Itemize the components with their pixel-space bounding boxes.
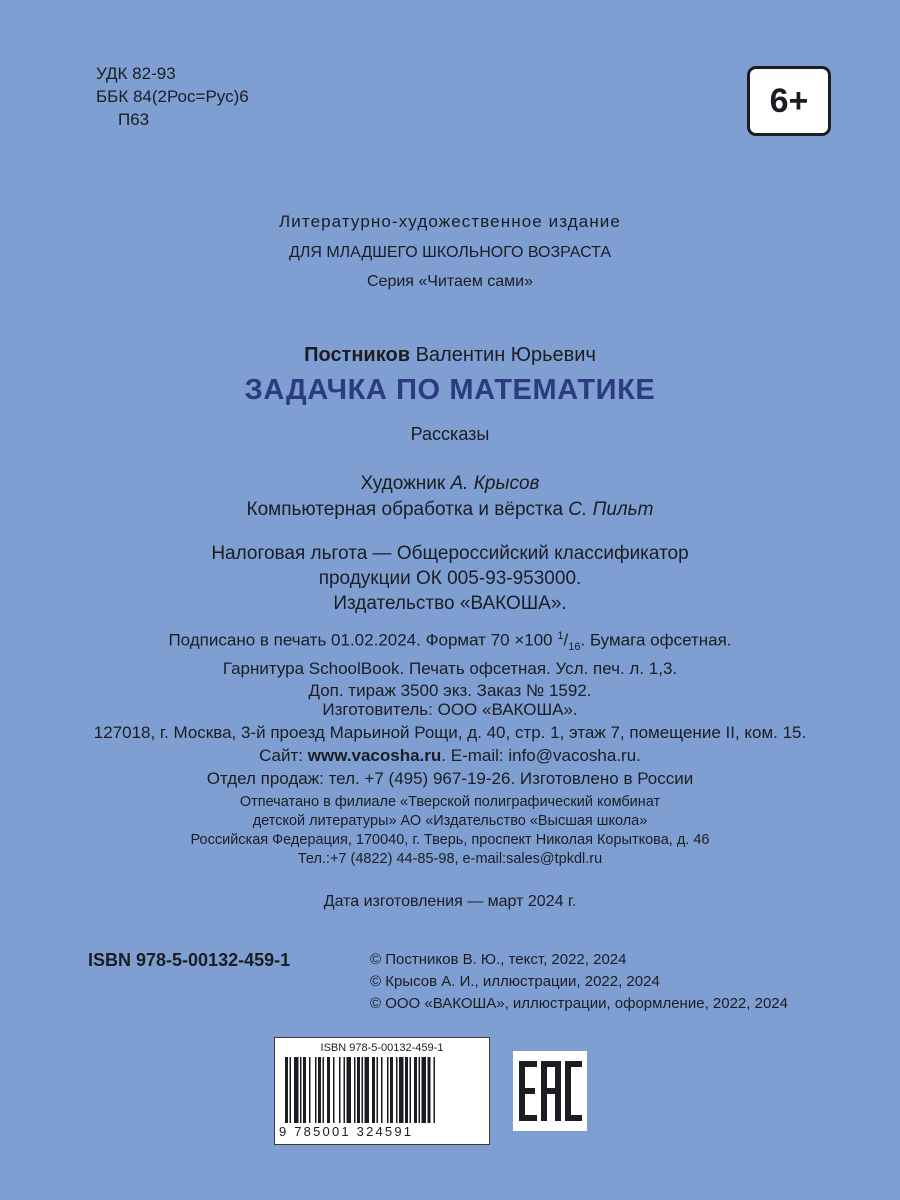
classification-codes — [96, 62, 249, 131]
printer-line-2: детской литературы» АО «Издательство «Высшая школа» — [252, 813, 648, 829]
udk-code: УДК 82-93 — [96, 64, 176, 83]
format-numerator: 1 — [557, 630, 564, 642]
printer-info — [0, 793, 900, 869]
manufacturer-address: 127018, г. Москва, 3-й проезд Марьиной Рощи, д. 40, стр. 1, этаж 7, помещение II, ком. 15. — [93, 723, 807, 742]
printing-line-3: Доп. тираж 3500 экз. Заказ № 1592. — [308, 681, 592, 701]
layout-role: Компьютерная обработка и вёрстка — [246, 499, 564, 520]
printing-line-1-start: Подписано в печать 01.02.2024. Формат 70 ×100 — [168, 630, 558, 650]
eac-mark — [513, 1051, 587, 1131]
email-text: . E-mail: info@vacosha.ru. — [441, 746, 641, 765]
illustrator-name: А. Крысов — [450, 473, 540, 494]
printing-line-1: Подписано в печать 01.02.2024. Формат 70 ×100 $^1/_{16}$. Бумага офсетная. — [168, 630, 732, 654]
printer-line-1: Отпечатано в филиале «Тверской полиграфический комбинат — [239, 794, 661, 810]
isbn-barcode — [274, 1037, 490, 1145]
printer-line-4: Тел.:+7 (4822) 44-85-98, e-mail:sales@tpkdl.ru — [297, 851, 603, 867]
layout-name: С. Пильт — [568, 499, 654, 520]
site-label: Сайт: — [259, 746, 308, 765]
tax-info — [0, 541, 900, 616]
manufacturer-info — [0, 698, 900, 790]
tax-line-1: Налоговая льгота — Общероссийский классификатор — [211, 543, 689, 564]
author-given-name: Валентин Юрьевич — [415, 344, 596, 366]
barcode-digits: 9 785001 324591 — [279, 1124, 414, 1139]
illustrator-role: Художник — [360, 473, 446, 494]
barcode-isbn-text: ISBN 978-5-00132-459-1 — [320, 1042, 444, 1054]
book-subtitle: Рассказы — [410, 424, 490, 444]
eac-logo-icon — [513, 1051, 587, 1131]
printing-info — [0, 625, 900, 702]
bbk-code: ББК 84(2Рос=Рус)6 — [96, 87, 249, 106]
author-surname: Постников — [304, 344, 410, 366]
genre-line: Литературно-художественное издание — [279, 212, 621, 231]
book-title: ЗАДАЧКА ПО МАТЕМАТИКЕ — [244, 374, 656, 406]
tax-line-3: Издательство «ВАКОША». — [333, 593, 567, 614]
printing-line-1-end: . Бумага офсетная. — [580, 630, 732, 650]
tax-line-2: продукции ОК 005-93-953000. — [318, 568, 582, 589]
copyright-line: © Крысов А. И., иллюстрации, 2022, 2024 — [370, 973, 660, 990]
manufacturer-line-1: Изготовитель: ООО «ВАКОША». — [322, 700, 578, 719]
series-line: Серия «Читаем сами» — [366, 273, 534, 290]
production-date: Дата изготовления — март 2024 г. — [323, 893, 577, 910]
copyright-line: © Постников В. Ю., текст, 2022, 2024 — [370, 951, 627, 968]
author-mark: П63 — [118, 110, 150, 129]
site-link: www.vacosha.ru — [307, 746, 442, 765]
sales-line: Отдел продаж: тел. +7 (495) 967-19-26. Изготовлено в России — [206, 769, 694, 788]
author-line — [0, 344, 900, 367]
copyright-block — [370, 949, 788, 1015]
isbn-number: ISBN 978-5-00132-459-1 — [88, 950, 291, 970]
barcode-bars-icon — [285, 1057, 479, 1123]
copyright-line: © ООО «ВАКОША», иллюстрации, оформление, 2022, 2024 — [370, 995, 788, 1012]
format-denominator: 16 — [568, 641, 581, 654]
age-rating-badge: 6+ — [747, 66, 831, 136]
manufacturer-contacts — [0, 744, 900, 767]
illustrator-credit — [0, 473, 900, 495]
printing-line-2: Гарнитура SchoolBook. Печать офсетная. Усл. печ. л. 1,3. — [222, 659, 678, 679]
layout-credit — [0, 499, 900, 521]
audience-line: ДЛЯ МЛАДШЕГО ШКОЛЬНОГО ВОЗРАСТА — [288, 244, 612, 261]
printer-line-3: Российская Федерация, 170040, г. Тверь, проспект Николая Корыткова, д. 46 — [190, 832, 710, 848]
